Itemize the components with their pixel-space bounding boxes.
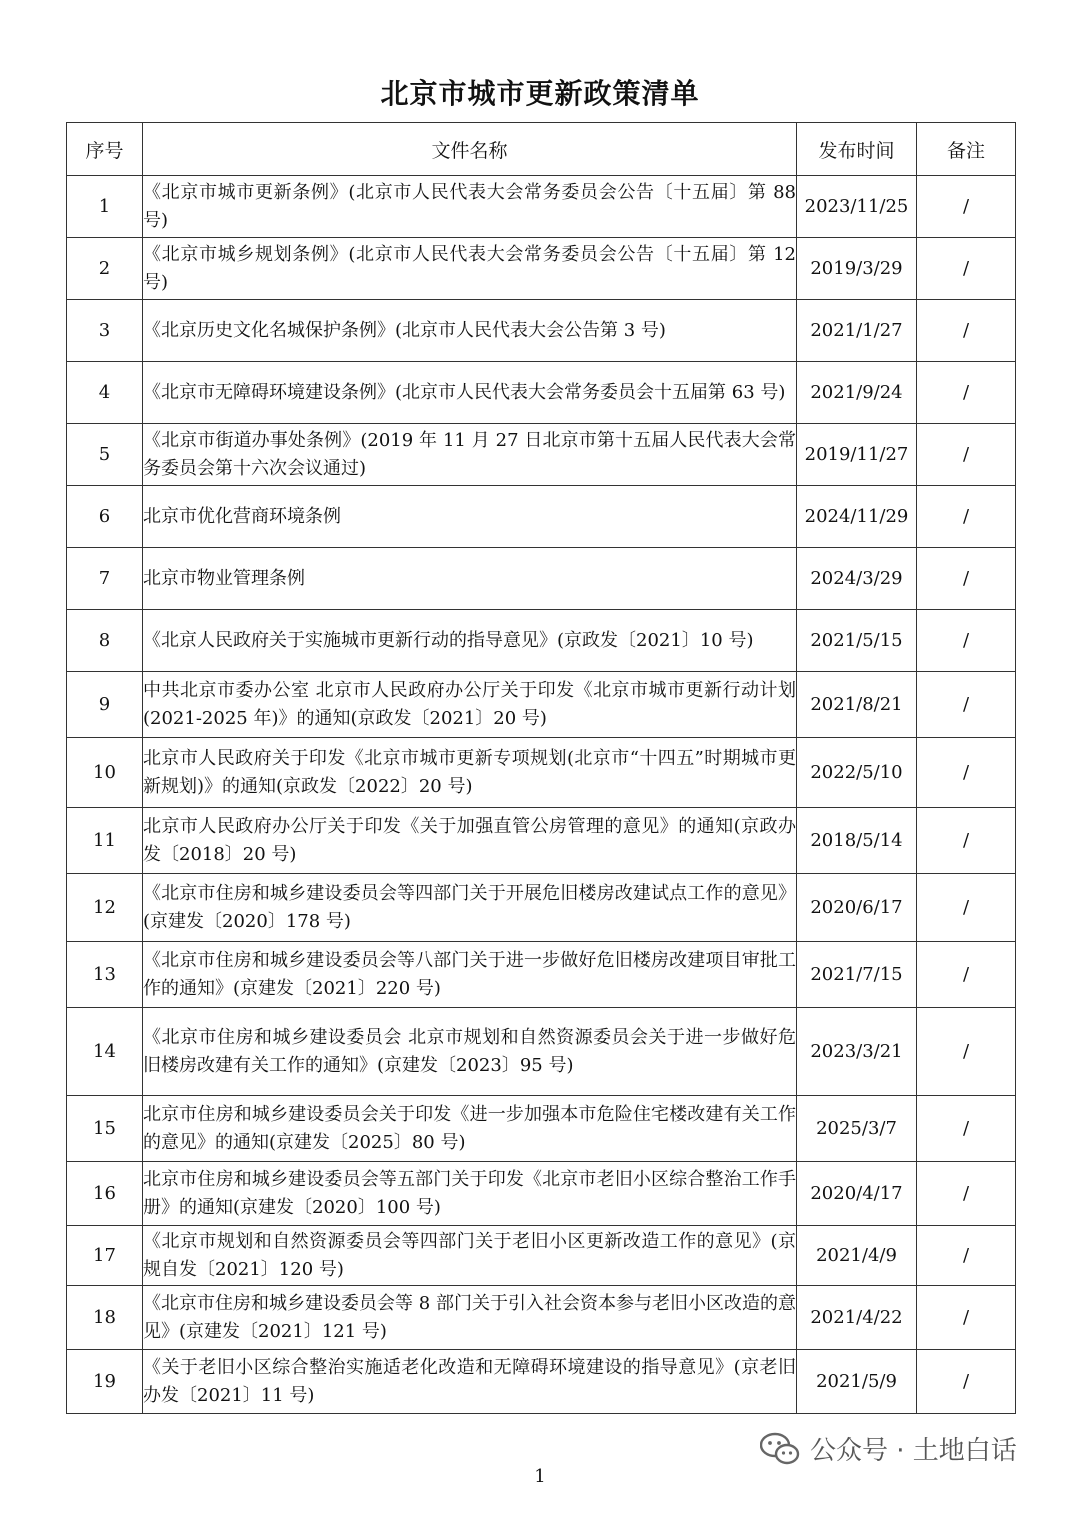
table-row: [67, 548, 1016, 610]
row-date: 2020/6/17: [797, 874, 917, 942]
table-row: [67, 1008, 1016, 1096]
table-row: [67, 610, 1016, 672]
row-note: /: [917, 1350, 1016, 1414]
table-row: [67, 874, 1016, 942]
row-name: 《北京市街道办事处条例》(2019 年 11 月 27 日北京市第十五届人民代表大会常务委员会第十六次会议通过): [143, 424, 797, 486]
row-no: 13: [67, 942, 143, 1008]
row-note: /: [917, 1286, 1016, 1350]
row-name: 《北京市住房和城乡建设委员会 北京市规划和自然资源委员会关于进一步做好危旧楼房改建有关工作的通知》(京建发〔2023〕95 号): [143, 1008, 797, 1096]
row-no: 16: [67, 1162, 143, 1226]
header-no: 序号: [67, 123, 143, 176]
row-no: 15: [67, 1096, 143, 1162]
row-no: 14: [67, 1008, 143, 1096]
table-header-row: [67, 123, 1016, 176]
row-date: 2021/7/15: [797, 942, 917, 1008]
row-no: 3: [67, 300, 143, 362]
row-no: 11: [67, 808, 143, 874]
wechat-icon: [760, 1432, 800, 1466]
table-row: [67, 1286, 1016, 1350]
row-name: 北京市人民政府办公厅关于印发《关于加强直管公房管理的意见》的通知(京政办发〔2018〕20 号): [143, 808, 797, 874]
row-date: 2022/5/10: [797, 738, 917, 808]
row-note: /: [917, 808, 1016, 874]
row-date: 2018/5/14: [797, 808, 917, 874]
row-name: 《北京人民政府关于实施城市更新行动的指导意见》(京政发〔2021〕10 号): [143, 610, 797, 672]
row-name: 《北京市住房和城乡建设委员会等八部门关于进一步做好危旧楼房改建项目审批工作的通知》(京建发〔2021〕220 号): [143, 942, 797, 1008]
row-date: 2021/9/24: [797, 362, 917, 424]
row-note: /: [917, 1096, 1016, 1162]
row-no: 18: [67, 1286, 143, 1350]
table-row: [67, 362, 1016, 424]
row-date: 2023/11/25: [797, 176, 917, 238]
row-note: /: [917, 238, 1016, 300]
row-note: /: [917, 362, 1016, 424]
row-name: 《北京市住房和城乡建设委员会等 8 部门关于引入社会资本参与老旧小区改造的意见》(京建发〔2021〕121 号): [143, 1286, 797, 1350]
row-no: 5: [67, 424, 143, 486]
row-date: 2021/8/21: [797, 672, 917, 738]
row-name: 北京市优化营商环境条例: [143, 486, 797, 548]
row-name: 北京市物业管理条例: [143, 548, 797, 610]
table-row: [67, 1162, 1016, 1226]
header-note: 备注: [917, 123, 1016, 176]
row-date: 2020/4/17: [797, 1162, 917, 1226]
row-name: 《北京市城乡规划条例》(北京市人民代表大会常务委员会公告〔十五届〕第 12 号): [143, 238, 797, 300]
table-row: [67, 1226, 1016, 1286]
row-note: /: [917, 1226, 1016, 1286]
row-name: 《关于老旧小区综合整治实施适老化改造和无障碍环境建设的指导意见》(京老旧办发〔2021〕11 号): [143, 1350, 797, 1414]
row-note: /: [917, 176, 1016, 238]
row-no: 19: [67, 1350, 143, 1414]
row-date: 2025/3/7: [797, 1096, 917, 1162]
header-name: 文件名称: [143, 123, 797, 176]
policy-table: [66, 122, 1016, 1414]
row-name: 北京市人民政府关于印发《北京市城市更新专项规划(北京市“十四五”时期城市更新规划)》的通知(京政发〔2022〕20 号): [143, 738, 797, 808]
table-row: [67, 1096, 1016, 1162]
row-name: 《北京市规划和自然资源委员会等四部门关于老旧小区更新改造工作的意见》(京规自发〔2021〕120 号): [143, 1226, 797, 1286]
table-row: [67, 300, 1016, 362]
table-row: [67, 672, 1016, 738]
watermark-text: 公众号 · 土地白话: [810, 1436, 1017, 1466]
row-no: 2: [67, 238, 143, 300]
table-row: [67, 1350, 1016, 1414]
row-date: 2021/4/9: [797, 1226, 917, 1286]
row-date: 2023/3/21: [797, 1008, 917, 1096]
table-row: [67, 942, 1016, 1008]
row-date: 2024/11/29: [797, 486, 917, 548]
row-name: 《北京市住房和城乡建设委员会等四部门关于开展危旧楼房改建试点工作的意见》(京建发〔2020〕178 号): [143, 874, 797, 942]
table-row: [67, 486, 1016, 548]
row-note: /: [917, 672, 1016, 738]
row-no: 6: [67, 486, 143, 548]
row-name: 北京市住房和城乡建设委员会等五部门关于印发《北京市老旧小区综合整治工作手册》的通知(京建发〔2020〕100 号): [143, 1162, 797, 1226]
watermark: [760, 1430, 1017, 1467]
row-no: 8: [67, 610, 143, 672]
row-name: 北京市住房和城乡建设委员会关于印发《进一步加强本市危险住宅楼改建有关工作的意见》的通知(京建发〔2025〕80 号): [143, 1096, 797, 1162]
row-date: 2021/5/9: [797, 1350, 917, 1414]
row-note: /: [917, 1162, 1016, 1226]
table-row: [67, 238, 1016, 300]
row-note: /: [917, 610, 1016, 672]
row-date: 2021/4/22: [797, 1286, 917, 1350]
table-row: [67, 176, 1016, 238]
row-name: 《北京历史文化名城保护条例》(北京市人民代表大会公告第 3 号): [143, 300, 797, 362]
row-note: /: [917, 942, 1016, 1008]
row-name: 中共北京市委办公室 北京市人民政府办公厅关于印发《北京市城市更新行动计划(2021-2025 年)》的通知(京政发〔2021〕20 号): [143, 672, 797, 738]
row-no: 9: [67, 672, 143, 738]
page-title: 北京市城市更新政策清单: [380, 77, 700, 110]
row-no: 12: [67, 874, 143, 942]
row-date: 2019/3/29: [797, 238, 917, 300]
header-date: 发布时间: [797, 123, 917, 176]
row-note: /: [917, 424, 1016, 486]
row-note: /: [917, 300, 1016, 362]
row-no: 17: [67, 1226, 143, 1286]
row-name: 《北京市城市更新条例》(北京市人民代表大会常务委员会公告〔十五届〕第 88 号): [143, 176, 797, 238]
row-note: /: [917, 874, 1016, 942]
row-name: 《北京市无障碍环境建设条例》(北京市人民代表大会常务委员会十五届第 63 号): [143, 362, 797, 424]
table-row: [67, 738, 1016, 808]
row-no: 7: [67, 548, 143, 610]
row-date: 2024/3/29: [797, 548, 917, 610]
row-note: /: [917, 548, 1016, 610]
row-date: 2019/11/27: [797, 424, 917, 486]
row-no: 10: [67, 738, 143, 808]
row-no: 4: [67, 362, 143, 424]
row-date: 2021/1/27: [797, 300, 917, 362]
page-number: 1: [534, 1466, 546, 1487]
row-note: /: [917, 738, 1016, 808]
row-date: 2021/5/15: [797, 610, 917, 672]
row-note: /: [917, 486, 1016, 548]
row-no: 1: [67, 176, 143, 238]
table-row: [67, 424, 1016, 486]
table-row: [67, 808, 1016, 874]
row-note: /: [917, 1008, 1016, 1096]
